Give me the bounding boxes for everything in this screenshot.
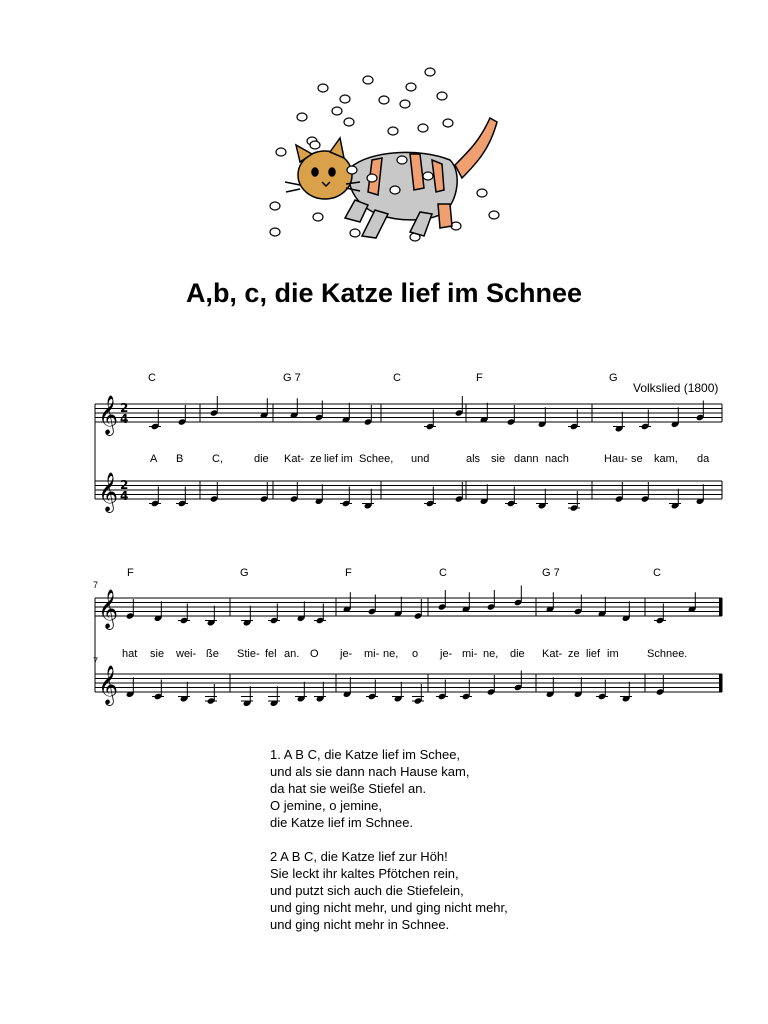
time-signature-bottom: 4 [120,489,129,503]
lyric-syllable: ze [568,648,580,660]
lyric-syllable: Schnee. [647,648,688,660]
verse-line: 2 A B C, die Katze lief zur Höh! [270,849,448,864]
measure-number: 7 [93,580,99,590]
lyric-syllable: kam, [654,453,678,465]
lyric-syllable: Kat- [542,648,563,660]
lyric-syllable: B [176,453,184,465]
lyric-syllable: lief [324,453,339,465]
chord-symbol: G 7 [542,567,560,579]
lyric-syllable: lief [586,648,601,660]
lyric-syllable: O [310,648,319,660]
lyric-syllable: die [510,648,525,660]
chord-symbol: G [240,567,249,579]
chord-symbol: G 7 [283,372,301,384]
song-title: A,b, c, die Katze lief im Schnee [185,278,583,308]
lyric-syllable: als [466,453,481,465]
lyric-syllable: Kat- [284,453,305,465]
verse-line: O jemine, o jemine, [270,798,382,813]
lyric-syllable: Schee, [359,453,394,465]
lyric-syllable: Hau- [604,453,628,465]
lyric-syllable: fel [265,648,277,660]
time-signature-bottom: 4 [120,412,129,426]
lyric-syllable: sie [150,648,165,660]
chord-symbol: C [148,372,156,384]
chord-symbol: F [127,567,134,579]
chord-symbol: C [439,567,447,579]
lyric-syllable: C, [212,453,223,465]
lyric-syllable: je- [340,648,353,660]
lyric-syllable: sie [491,453,506,465]
lyric-syllable: o [412,648,419,660]
chord-symbol: G [609,372,618,384]
verse-line: und putzt sich auch die Stiefelein, [270,883,464,898]
final-bar-line [719,674,722,692]
lyric-syllable: hat [122,648,138,660]
lyric-syllable: und [411,453,430,465]
verse-line: 1. A B C, die Katze lief im Schee, [270,747,461,762]
verse-1 [270,746,469,831]
lyric-syllable: an. [284,648,300,660]
time-signature-top: 2 [120,478,129,492]
verse-line: die Katze lief im Schnee. [270,815,414,830]
lyric-syllable: A [150,453,158,465]
lyric-syllable: da [697,453,710,465]
verse-line: da hat sie weiße Stiefel an. [270,781,427,796]
lyric-syllable: mi- [462,648,478,660]
lyric-syllable: nach [545,453,569,465]
lyric-syllable: im [607,648,619,660]
lyric-syllable: ze [310,453,322,465]
composer-credit: Volkslied (1800) [633,381,719,395]
chord-symbol: F [476,372,483,384]
lyric-syllable: je- [440,648,453,660]
verse-2 [270,848,508,933]
chord-symbol: C [653,567,661,579]
chord-symbol: F [345,567,352,579]
lyric-syllable: ne, [383,648,399,660]
treble-clef: 𝄞 [98,589,119,629]
chord-symbol: C [393,372,401,384]
lyric-syllable: die [254,453,269,465]
verse-line: und als sie dann nach Hause kam, [270,764,470,779]
verse-line: und ging nicht mehr, und ging nicht mehr, [270,900,508,915]
treble-clef: 𝄞 [98,395,119,435]
lyric-syllable: Stie- [237,648,260,660]
treble-clef: 𝄞 [98,665,119,705]
treble-clef: 𝄞 [98,472,119,512]
lyric-syllable: dann [514,453,539,465]
lyric-syllable: im [341,453,353,465]
time-signature-top: 2 [120,401,129,415]
lyric-syllable: se [631,453,643,465]
lyric-syllable: ne, [483,648,499,660]
lyric-syllable: ße [206,648,219,660]
final-bar-line [719,598,722,616]
verse-line: und ging nicht mehr in Schnee. [270,917,450,932]
lyric-syllable: wei- [176,648,197,660]
verse-line: Sie leckt ihr kaltes Pfötchen rein, [270,866,459,881]
measure-number: 7 [93,656,99,666]
lyric-syllable: mi- [364,648,380,660]
